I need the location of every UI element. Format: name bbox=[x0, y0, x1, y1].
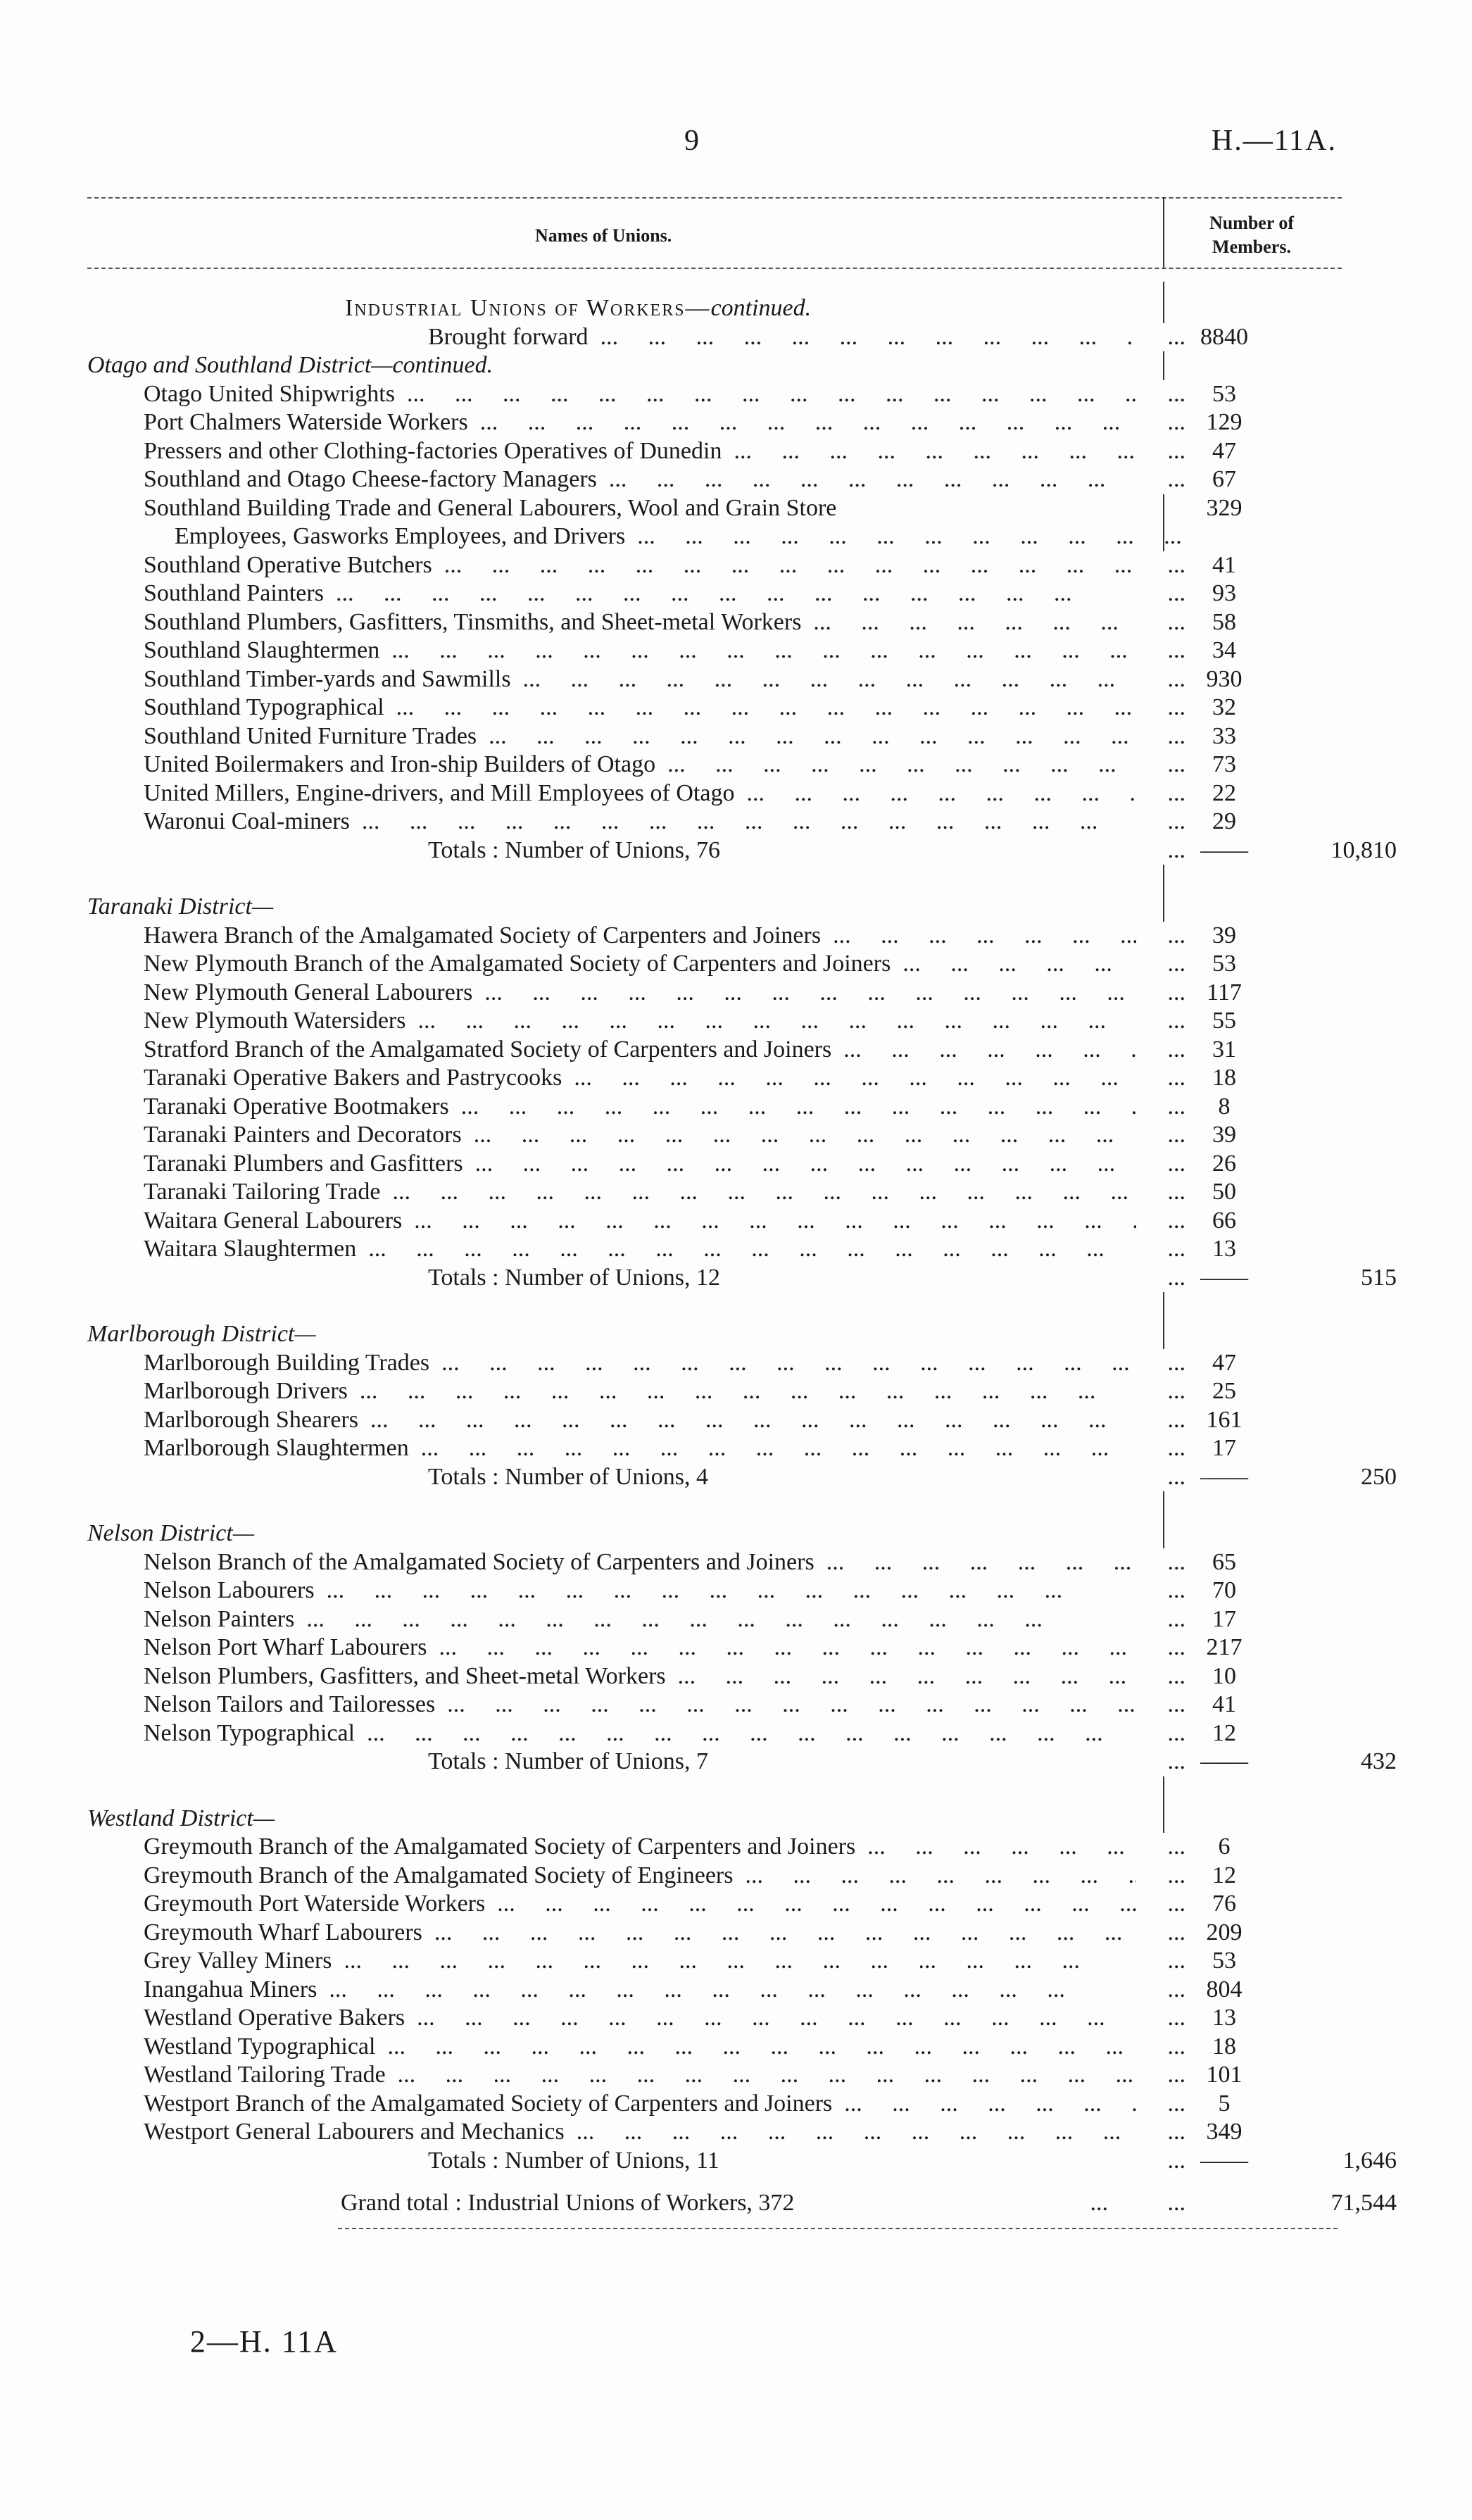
union-row: Greymouth Wharf Labourers ... ... 209 bbox=[87, 1919, 1342, 1948]
union-row: Hawera Branch of the Amalgamated Society of Carpenters and Joiners ... ... 39 bbox=[87, 922, 1342, 951]
member-count: 10 bbox=[1185, 1662, 1263, 1691]
section-title: Industrial Unions of Workers—continued. bbox=[345, 295, 812, 321]
union-row: Southland Operative Butchers ... ... 41 bbox=[87, 551, 1342, 580]
union-row: Stratford Branch of the Amalgamated Society of Carpenters and Joiners ... ... 31 bbox=[87, 1036, 1342, 1065]
section-gap bbox=[87, 865, 1342, 893]
union-name: Waitara Slaughtermen ... bbox=[144, 1235, 1171, 1264]
union-row: New Plymouth General Labourers ... ... 117 bbox=[87, 979, 1342, 1008]
union-row bbox=[87, 494, 1342, 551]
member-count: 17 bbox=[1185, 1605, 1263, 1634]
grand-total-row: Grand total : Industrial Unions of Workers, 372 ... ... 71,544 bbox=[87, 2175, 1342, 2231]
district-heading-row bbox=[87, 1805, 1342, 1833]
union-row: Waronui Coal-miners ... ... 29 bbox=[87, 808, 1342, 836]
member-count: 58 bbox=[1185, 608, 1263, 637]
member-count: 32 bbox=[1185, 694, 1263, 722]
district-heading-row bbox=[87, 351, 1342, 380]
union-name: Southland Painters ... bbox=[144, 579, 1171, 608]
union-name: New Plymouth General Labourers ... bbox=[144, 979, 1171, 1008]
member-count: 66 bbox=[1185, 1207, 1263, 1236]
district-totals-label: Totals : Number of Unions, 7 bbox=[428, 1748, 709, 1774]
union-row: Pressers and other Clothing-factories Operatives of Dunedin ... ... 47 bbox=[87, 437, 1342, 466]
union-name: Port Chalmers Waterside Workers ... bbox=[144, 408, 1171, 437]
union-name: Nelson Branch of the Amalgamated Society of Carpenters and Joiners ... bbox=[144, 1548, 1171, 1577]
member-count: 39 bbox=[1185, 922, 1263, 951]
union-row: Nelson Port Wharf Labourers ... ... 217 bbox=[87, 1634, 1342, 1662]
member-count: 8 bbox=[1185, 1093, 1263, 1122]
member-count: 209 bbox=[1185, 1919, 1263, 1948]
bottom-rule bbox=[338, 2228, 1338, 2229]
member-count: 217 bbox=[1185, 1634, 1263, 1662]
member-count: 26 bbox=[1185, 1150, 1263, 1179]
district-heading: Nelson District— bbox=[87, 1520, 255, 1546]
district-total-value: 515 bbox=[1361, 1264, 1397, 1291]
section-gap bbox=[87, 1491, 1342, 1519]
member-count: 117 bbox=[1185, 979, 1263, 1008]
district-total-value: 432 bbox=[1361, 1748, 1397, 1774]
union-name: Greymouth Branch of the Amalgamated Society of Carpenters and Joiners ... bbox=[144, 1833, 1171, 1862]
member-count: 5 bbox=[1185, 2090, 1263, 2119]
member-count: 47 bbox=[1185, 1349, 1263, 1378]
member-count: 53 bbox=[1185, 1947, 1263, 1976]
union-row: Westland Typographical ... ... 18 bbox=[87, 2033, 1342, 2062]
member-count: 129 bbox=[1185, 408, 1263, 437]
union-name: Waronui Coal-miners ... bbox=[144, 808, 1171, 836]
district-heading: Taranaki District— bbox=[87, 894, 274, 920]
page-number: 9 bbox=[684, 125, 699, 157]
brought-forward-row: Brought forward ... ... 8840 bbox=[87, 323, 1342, 352]
union-name: United Millers, Engine-drivers, and Mill Employees of Otago ... bbox=[144, 779, 1171, 808]
union-name: Marlborough Building Trades ... bbox=[144, 1349, 1171, 1378]
grand-total-label: Grand total : Industrial Unions of Workers, 372 bbox=[341, 2190, 795, 2216]
member-count: 22 bbox=[1185, 779, 1263, 808]
union-name: Greymouth Branch of the Amalgamated Society of Engineers ... bbox=[144, 1862, 1171, 1891]
member-count: 53 bbox=[1185, 950, 1263, 979]
union-name: Taranaki Painters and Decorators ... bbox=[144, 1121, 1171, 1150]
member-count: 17 bbox=[1185, 1434, 1263, 1463]
union-name: Greymouth Wharf Labourers ... bbox=[144, 1919, 1171, 1948]
union-row: Nelson Plumbers, Gasfitters, and Sheet-metal Workers ... ... 10 bbox=[87, 1662, 1342, 1691]
union-row: Inangahua Miners ... ... 804 bbox=[87, 1976, 1342, 2005]
member-count: 93 bbox=[1185, 579, 1263, 608]
header-column-divider bbox=[1163, 197, 1164, 268]
district-totals-row: Totals : Number of Unions, 76 ... —— 10,810 bbox=[87, 836, 1342, 865]
member-count: 41 bbox=[1185, 1691, 1263, 1719]
member-count: 34 bbox=[1185, 637, 1263, 665]
district-heading: Otago and Southland District—continued. bbox=[87, 352, 493, 378]
union-name: Nelson Typographical ... bbox=[144, 1719, 1171, 1748]
union-row: New Plymouth Branch of the Amalgamated Society of Carpenters and Joiners ... ... 53 bbox=[87, 950, 1342, 979]
union-name: Taranaki Operative Bootmakers ... bbox=[144, 1093, 1171, 1122]
union-name: Nelson Painters ... bbox=[144, 1605, 1171, 1634]
unions-table bbox=[87, 294, 1397, 2231]
union-row: Southland Timber-yards and Sawmills ... ... 930 bbox=[87, 665, 1342, 694]
member-count: 67 bbox=[1185, 465, 1263, 494]
union-name: Nelson Tailors and Tailoresses ... bbox=[144, 1691, 1171, 1719]
union-row: Southland Painters ... ... 93 bbox=[87, 579, 1342, 608]
member-count: 65 bbox=[1185, 1548, 1263, 1577]
union-row: Greymouth Port Waterside Workers ... ... 76 bbox=[87, 1890, 1342, 1919]
union-name: Taranaki Tailoring Trade ... bbox=[144, 1178, 1171, 1207]
union-row: Marlborough Shearers ... ... 161 bbox=[87, 1406, 1342, 1435]
section-title-row bbox=[87, 294, 1342, 323]
member-count: 70 bbox=[1185, 1576, 1263, 1605]
union-name: Inangahua Miners ... bbox=[144, 1976, 1171, 2005]
union-row: New Plymouth Watersiders ... ... 55 bbox=[87, 1007, 1342, 1036]
member-count: 41 bbox=[1185, 551, 1263, 580]
union-name: Marlborough Drivers ... bbox=[144, 1377, 1171, 1406]
union-row: Marlborough Slaughtermen ... ... 17 bbox=[87, 1434, 1342, 1463]
union-row: Greymouth Branch of the Amalgamated Society of Carpenters and Joiners ... ... 6 bbox=[87, 1833, 1342, 1862]
district-totals-label: Totals : Number of Unions, 4 bbox=[428, 1463, 709, 1490]
column-header-names: Names of Unions. bbox=[535, 225, 672, 246]
district-heading: Westland District— bbox=[87, 1805, 275, 1831]
union-name: Grey Valley Miners ... bbox=[144, 1947, 1171, 1976]
member-count: 31 bbox=[1185, 1036, 1263, 1065]
union-row: Grey Valley Miners ... ... 53 bbox=[87, 1947, 1342, 1976]
district-heading-row bbox=[87, 893, 1342, 922]
union-row: Marlborough Drivers ... ... 25 bbox=[87, 1377, 1342, 1406]
member-count: 50 bbox=[1185, 1178, 1263, 1207]
union-row: Southland and Otago Cheese-factory Managers ... ... 67 bbox=[87, 465, 1342, 494]
member-count: 101 bbox=[1185, 2061, 1263, 2090]
union-row: Southland Plumbers, Gasfitters, Tinsmiths, and Sheet-metal Workers ... ... 58 bbox=[87, 608, 1342, 637]
member-count: 804 bbox=[1185, 1976, 1263, 2005]
member-count: 73 bbox=[1185, 751, 1263, 779]
union-row: Marlborough Building Trades ... ... 47 bbox=[87, 1349, 1342, 1378]
district-totals-label: Totals : Number of Unions, 12 bbox=[428, 1264, 721, 1291]
union-name: New Plymouth Watersiders ... bbox=[144, 1007, 1171, 1036]
member-count: 39 bbox=[1185, 1121, 1263, 1150]
district-heading-row bbox=[87, 1519, 1342, 1548]
union-name-continued: Employees, Gasworks Employees, and Drivers ... bbox=[175, 522, 1202, 551]
union-name: Stratford Branch of the Amalgamated Society of Carpenters and Joiners ... bbox=[144, 1036, 1171, 1065]
member-count: 55 bbox=[1185, 1007, 1263, 1036]
union-name: Nelson Port Wharf Labourers ... bbox=[144, 1634, 1171, 1662]
union-row: Taranaki Tailoring Trade ... ... 50 bbox=[87, 1178, 1342, 1207]
union-name: Westland Typographical ... bbox=[144, 2033, 1171, 2062]
member-count: 12 bbox=[1185, 1862, 1263, 1891]
union-row: Taranaki Painters and Decorators ... ... 39 bbox=[87, 1121, 1342, 1150]
union-row: Nelson Labourers ... ... 70 bbox=[87, 1576, 1342, 1605]
member-count: 18 bbox=[1185, 1064, 1263, 1093]
document-code: H.—11A. bbox=[1211, 125, 1337, 157]
union-name: Marlborough Slaughtermen ... bbox=[144, 1434, 1171, 1463]
district-heading-row bbox=[87, 1320, 1342, 1349]
signature-mark: 2—H. 11A bbox=[190, 2324, 338, 2359]
section-gap bbox=[87, 1292, 1342, 1320]
union-row: Southland Slaughtermen ... ... 34 bbox=[87, 637, 1342, 665]
member-count: 930 bbox=[1185, 665, 1263, 694]
union-row: Nelson Branch of the Amalgamated Society of Carpenters and Joiners ... ... 65 bbox=[87, 1548, 1342, 1577]
section-gap bbox=[87, 1776, 1342, 1805]
union-row: Southland United Furniture Trades ... ... 33 bbox=[87, 722, 1342, 751]
union-name: Pressers and other Clothing-factories Operatives of Dunedin ... bbox=[144, 437, 1171, 466]
union-row: Westport General Labourers and Mechanics ... ... 349 bbox=[87, 2118, 1342, 2147]
union-row: Westland Operative Bakers ... ... 13 bbox=[87, 2004, 1342, 2033]
union-name: Southland United Furniture Trades ... bbox=[144, 722, 1171, 751]
brought-forward-label: Brought forward ... bbox=[428, 323, 1132, 352]
union-name: Southland Slaughtermen ... bbox=[144, 637, 1171, 665]
union-name: New Plymouth Branch of the Amalgamated Society of Carpenters and Joiners ... bbox=[144, 950, 1171, 979]
union-row: Taranaki Operative Bakers and Pastrycooks ... ... 18 bbox=[87, 1064, 1342, 1093]
union-name: Nelson Labourers ... bbox=[144, 1576, 1171, 1605]
member-count: 6 bbox=[1185, 1833, 1263, 1862]
district-total-value: 10,810 bbox=[1331, 836, 1397, 863]
member-count: 29 bbox=[1185, 808, 1263, 836]
union-row: Westport Branch of the Amalgamated Society of Carpenters and Joiners ... ... 5 bbox=[87, 2090, 1342, 2119]
union-name: Marlborough Shearers ... bbox=[144, 1406, 1171, 1435]
union-name: Southland and Otago Cheese-factory Managers ... bbox=[144, 465, 1171, 494]
union-row: United Boilermakers and Iron-ship Builders of Otago ... ... 73 bbox=[87, 751, 1342, 779]
page-header bbox=[0, 124, 1472, 166]
union-name: Taranaki Plumbers and Gasfitters ... bbox=[144, 1150, 1171, 1179]
union-name: Southland Timber-yards and Sawmills ... bbox=[144, 665, 1171, 694]
member-count: 53 bbox=[1185, 380, 1263, 409]
member-count: 47 bbox=[1185, 437, 1263, 466]
district-totals-row: Totals : Number of Unions, 4 ... —— 250 bbox=[87, 1463, 1342, 1492]
union-row: Waitara General Labourers ... ... 66 bbox=[87, 1207, 1342, 1236]
district-total-value: 250 bbox=[1361, 1463, 1397, 1490]
member-count: 13 bbox=[1185, 2004, 1263, 2033]
union-name: Nelson Plumbers, Gasfitters, and Sheet-metal Workers ... bbox=[144, 1662, 1171, 1691]
district-totals-label: Totals : Number of Unions, 11 bbox=[428, 2147, 719, 2174]
member-count: 12 bbox=[1185, 1719, 1263, 1748]
brought-forward-value: 8840 bbox=[1185, 323, 1263, 352]
district-total-value: 1,646 bbox=[1342, 2147, 1397, 2174]
union-name: Southland Operative Butchers ... bbox=[144, 551, 1171, 580]
member-count: 349 bbox=[1185, 2118, 1263, 2147]
union-row: Southland Typographical ... ... 32 bbox=[87, 694, 1342, 722]
union-row: Otago United Shipwrights ... ... 53 bbox=[87, 380, 1342, 409]
member-count: 329 bbox=[1185, 494, 1263, 523]
member-count: 18 bbox=[1185, 2033, 1263, 2062]
union-row: Greymouth Branch of the Amalgamated Society of Engineers ... ... 12 bbox=[87, 1862, 1342, 1891]
union-name: Westport Branch of the Amalgamated Society of Carpenters and Joiners ... bbox=[144, 2090, 1171, 2119]
union-row: Port Chalmers Waterside Workers ... ... 129 bbox=[87, 408, 1342, 437]
grand-total-value: 71,544 bbox=[1331, 2190, 1397, 2216]
union-name: United Boilermakers and Iron-ship Builders of Otago ... bbox=[144, 751, 1171, 779]
union-row: Westland Tailoring Trade ... ... 101 bbox=[87, 2061, 1342, 2090]
union-name: Westland Operative Bakers ... bbox=[144, 2004, 1171, 2033]
union-row: Taranaki Operative Bootmakers ... ... 8 bbox=[87, 1093, 1342, 1122]
union-name: Otago United Shipwrights ... bbox=[144, 380, 1171, 409]
union-name: Southland Plumbers, Gasfitters, Tinsmiths, and Sheet-metal Workers ... bbox=[144, 608, 1171, 637]
union-name: Southland Building Trade and General Labourers, Wool and Grain Store bbox=[144, 494, 837, 521]
union-row: Nelson Painters ... ... 17 bbox=[87, 1605, 1342, 1634]
district-totals-row: Totals : Number of Unions, 12 ... —— 515 bbox=[87, 1264, 1342, 1293]
union-name: Hawera Branch of the Amalgamated Society of Carpenters and Joiners ... bbox=[144, 922, 1171, 951]
header-top-rule bbox=[87, 197, 1342, 199]
union-name: Waitara General Labourers ... bbox=[144, 1207, 1171, 1236]
header-bottom-rule bbox=[87, 268, 1342, 269]
member-count: 13 bbox=[1185, 1235, 1263, 1264]
union-row: Taranaki Plumbers and Gasfitters ... ... 26 bbox=[87, 1150, 1342, 1179]
union-row: United Millers, Engine-drivers, and Mill Employees of Otago ... ... 22 bbox=[87, 779, 1342, 808]
column-header-number: Number of Members. bbox=[1209, 213, 1295, 257]
union-name: Greymouth Port Waterside Workers ... bbox=[144, 1890, 1171, 1919]
union-name: Southland Typographical ... bbox=[144, 694, 1171, 722]
district-totals-row: Totals : Number of Unions, 11 ... —— 1,646 bbox=[87, 2147, 1342, 2176]
member-count: 76 bbox=[1185, 1890, 1263, 1919]
union-name: Westport General Labourers and Mechanics ... bbox=[144, 2118, 1171, 2147]
union-name: Taranaki Operative Bakers and Pastrycooks ... bbox=[144, 1064, 1171, 1093]
district-totals-row: Totals : Number of Unions, 7 ... —— 432 bbox=[87, 1748, 1342, 1776]
member-count: 25 bbox=[1185, 1377, 1263, 1406]
member-count: 161 bbox=[1185, 1406, 1263, 1435]
union-row: Nelson Typographical ... ... 12 bbox=[87, 1719, 1342, 1748]
district-totals-label: Totals : Number of Unions, 76 bbox=[428, 836, 721, 863]
union-row: Waitara Slaughtermen ... ... 13 bbox=[87, 1235, 1342, 1264]
union-row: Nelson Tailors and Tailoresses ... ... 41 bbox=[87, 1691, 1342, 1719]
union-name: Westland Tailoring Trade ... bbox=[144, 2061, 1171, 2090]
member-count: 33 bbox=[1185, 722, 1263, 751]
district-heading: Marlborough District— bbox=[87, 1321, 316, 1347]
